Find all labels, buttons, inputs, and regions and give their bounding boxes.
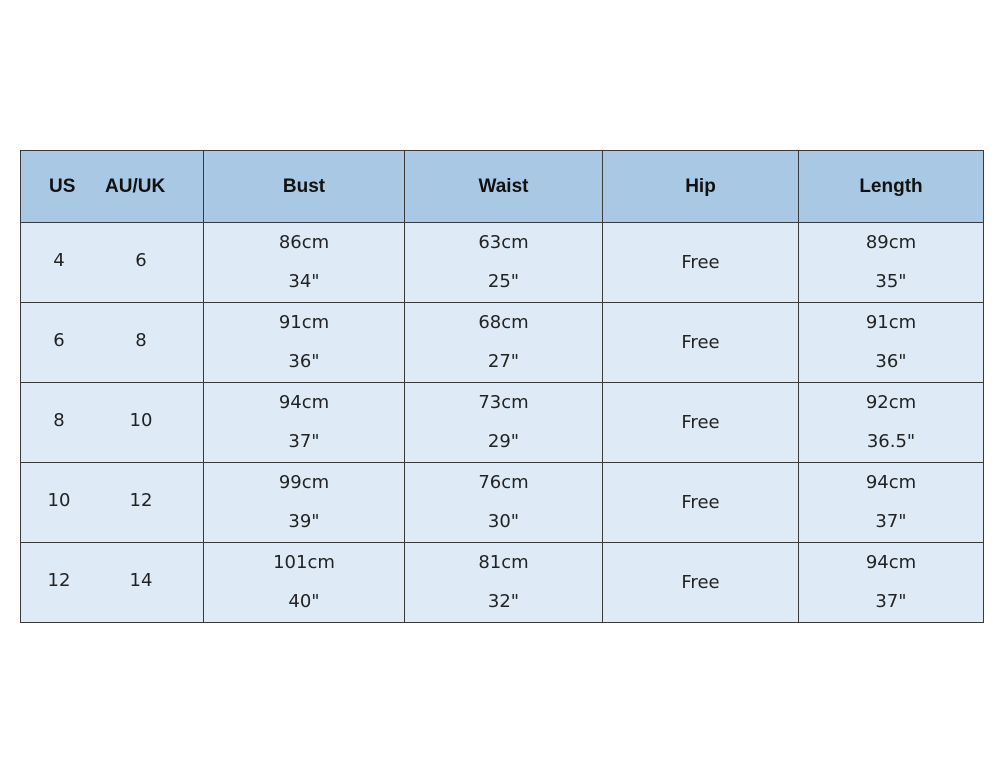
table-row — [21, 543, 984, 623]
waist-in: 27" — [487, 351, 520, 372]
waist-cell — [405, 543, 603, 623]
waist-cell — [405, 463, 603, 543]
header-length: Length — [799, 151, 984, 223]
bust-cell — [204, 463, 405, 543]
length-in: 35" — [875, 271, 907, 292]
length-cm: 94cm — [865, 552, 917, 573]
hip-cell: Free — [603, 463, 799, 543]
header-hip: Hip — [603, 151, 799, 223]
header-waist: Waist — [405, 151, 603, 223]
header-au-uk: AU/UK — [105, 175, 166, 197]
size-cell: 10 12 — [21, 463, 204, 543]
table-row — [21, 383, 984, 463]
bust-cm: 101cm — [273, 552, 335, 573]
bust-cell — [204, 383, 405, 463]
header-bust: Bust — [204, 151, 405, 223]
size-cell: 8 10 — [21, 383, 204, 463]
hip-cell: Free — [603, 303, 799, 383]
bust-cell — [204, 303, 405, 383]
size-cell: 12 14 — [21, 543, 204, 623]
hip-cell: Free — [603, 383, 799, 463]
length-cm: 94cm — [865, 472, 917, 493]
bust-in: 37" — [288, 431, 320, 452]
length-in: 37" — [875, 591, 907, 612]
bust-in: 39" — [288, 511, 320, 532]
size-chart-table — [20, 150, 984, 623]
length-cell — [799, 463, 984, 543]
waist-cm: 68cm — [478, 312, 529, 333]
length-in: 37" — [875, 511, 907, 532]
waist-cell — [405, 303, 603, 383]
waist-cm: 73cm — [478, 392, 529, 413]
bust-cell — [204, 543, 405, 623]
waist-cm: 63cm — [478, 232, 529, 253]
size-chart-body — [21, 223, 984, 623]
bust-cm: 91cm — [278, 312, 330, 333]
size-chart-header — [21, 151, 984, 223]
bust-in: 34" — [288, 271, 320, 292]
length-cm: 91cm — [865, 312, 917, 333]
length-in: 36.5" — [866, 431, 916, 452]
length-cell — [799, 303, 984, 383]
table-row — [21, 303, 984, 383]
length-cm: 89cm — [865, 232, 917, 253]
waist-cell — [405, 383, 603, 463]
waist-in: 30" — [487, 511, 520, 532]
bust-in: 40" — [288, 591, 320, 612]
bust-cm: 99cm — [278, 472, 330, 493]
bust-cm: 94cm — [278, 392, 330, 413]
hip-cell: Free — [603, 223, 799, 303]
bust-in: 36" — [288, 351, 320, 372]
size-cell: 6 8 — [21, 303, 204, 383]
length-cell — [799, 383, 984, 463]
size-cell: 4 6 — [21, 223, 204, 303]
length-cm: 92cm — [865, 392, 917, 413]
waist-in: 29" — [487, 431, 520, 452]
length-cell — [799, 543, 984, 623]
table-row — [21, 463, 984, 543]
bust-cell — [204, 223, 405, 303]
header-us: US — [49, 175, 76, 197]
waist-cm: 81cm — [478, 552, 529, 573]
waist-cell — [405, 223, 603, 303]
header-row — [21, 151, 984, 223]
bust-cm: 86cm — [278, 232, 330, 253]
header-size-cell — [21, 151, 204, 223]
hip-cell: Free — [603, 543, 799, 623]
length-in: 36" — [875, 351, 907, 372]
table-row — [21, 223, 984, 303]
length-cell — [799, 223, 984, 303]
waist-in: 32" — [487, 591, 520, 612]
waist-in: 25" — [487, 271, 520, 292]
waist-cm: 76cm — [478, 472, 529, 493]
